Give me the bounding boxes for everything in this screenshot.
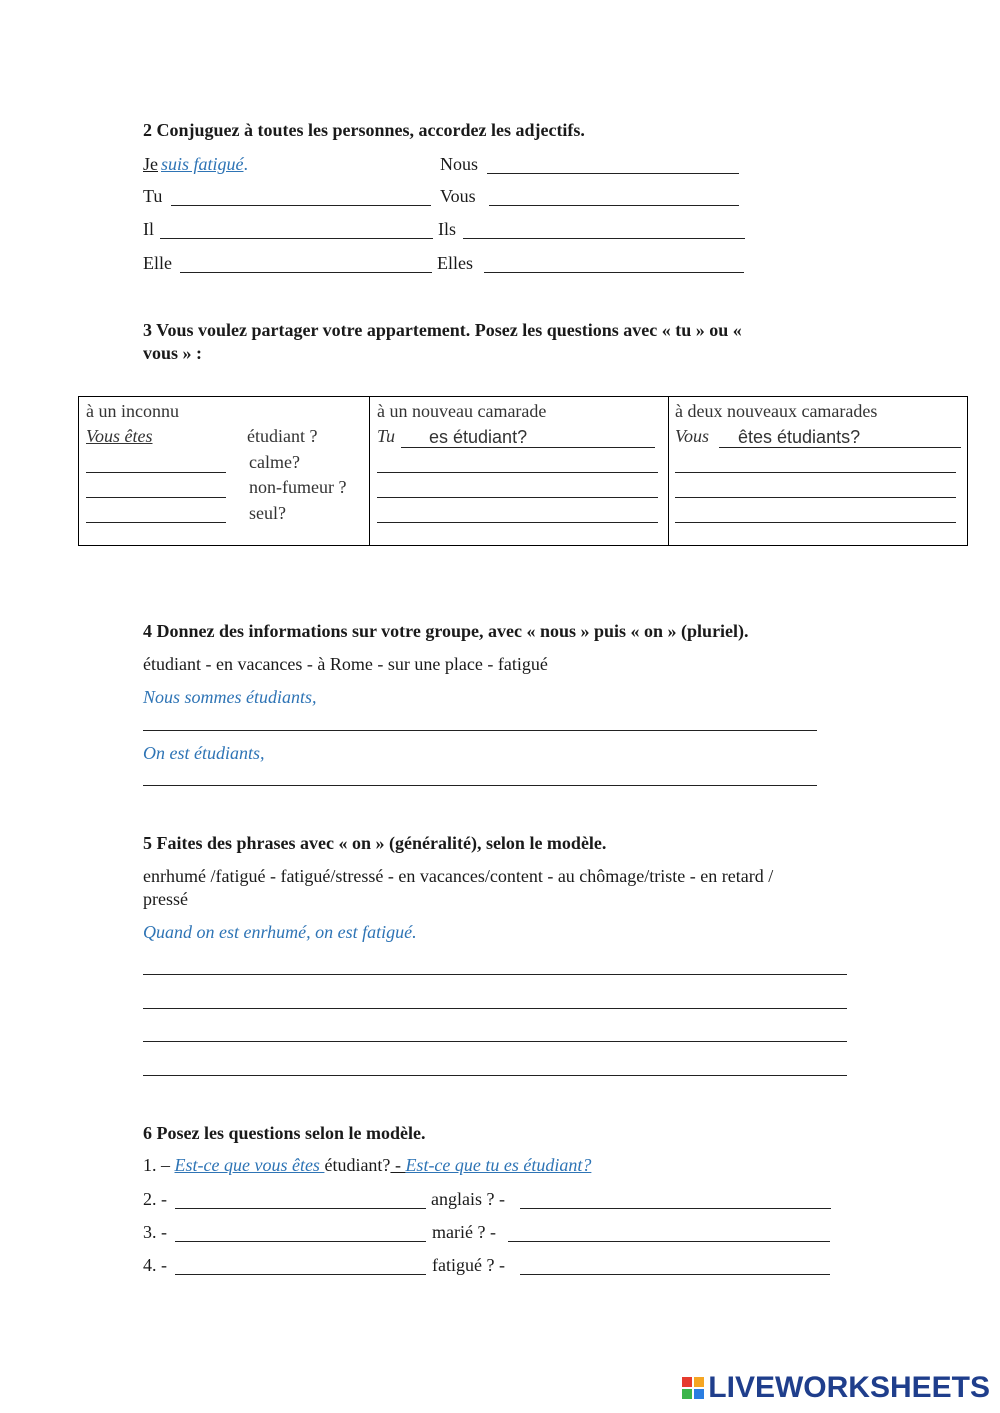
col3-blank-2[interactable] — [675, 497, 956, 498]
col3-blank-3[interactable] — [675, 522, 956, 523]
col2-blank-2[interactable] — [377, 497, 658, 498]
exercise-4-words: étudiant - en vacances - à Rome - sur une place - fatigué — [143, 654, 548, 674]
col1-word-3: non-fumeur ? — [249, 477, 347, 497]
answer-blank-tu[interactable] — [171, 205, 431, 206]
logo-square-red — [682, 1377, 692, 1387]
ex6-row-1-word: étudiant? — [324, 1155, 391, 1175]
pronoun-vous: Vous — [440, 186, 476, 206]
liveworksheets-logo — [682, 1371, 990, 1405]
exercise-5-words-line2: pressé — [143, 889, 188, 909]
ex6-row-3-num: 3. - — [143, 1222, 167, 1242]
col3-pronoun: Vous — [675, 426, 710, 446]
col1-word-2: calme? — [249, 452, 300, 472]
exercise-5-title: 5 Faites des phrases avec « on » (généralité), selon le modèle. — [143, 833, 607, 853]
answer-je[interactable]: suis fatigué — [161, 154, 244, 174]
ex6-row-2-blank-2[interactable] — [520, 1208, 831, 1209]
exercise-5-blank-4[interactable] — [143, 1075, 847, 1076]
ex6-row-4-blank-1[interactable] — [175, 1274, 426, 1275]
answer-je-end: . — [243, 154, 249, 174]
answer-blank-ils[interactable] — [463, 238, 745, 239]
col2-header: à un nouveau camarade — [377, 401, 547, 421]
col2-pronoun: Tu — [377, 426, 396, 446]
pronoun-je: Je — [143, 154, 158, 174]
col1-example: Vous êtes — [86, 426, 153, 446]
exercise-4-title: 4 Donnez des informations sur votre groupe, avec « nous » puis « on » (pluriel). — [143, 621, 749, 641]
ex6-row-2-blank-1[interactable] — [175, 1208, 426, 1209]
ex6-row-1-dash: - — [390, 1155, 406, 1175]
logo-square-orange — [694, 1377, 704, 1387]
exercise-3-title-line2: vous » : — [143, 343, 203, 363]
ex6-row-4-word: fatigué ? - — [432, 1255, 505, 1275]
exercise-5-blank-3[interactable] — [143, 1041, 847, 1042]
logo-text: LIVEWORKSHEETS — [708, 1371, 990, 1404]
col2-blank-0 — [401, 447, 655, 448]
ex6-row-4-blank-2[interactable] — [520, 1274, 830, 1275]
col1-blank-3[interactable] — [86, 522, 226, 523]
logo-square-green — [682, 1389, 692, 1399]
exercise-5-words-line1: enrhumé /fatigué - fatigué/stressé - en vacances/content - au chômage/triste - en retard / — [143, 866, 774, 886]
answer-blank-elle[interactable] — [180, 272, 432, 273]
logo-square-blue — [694, 1389, 704, 1399]
pronoun-elle: Elle — [143, 253, 172, 273]
col3-blank-1[interactable] — [675, 472, 956, 473]
col2-answer[interactable]: es étudiant? — [429, 427, 528, 447]
answer-blank-nous[interactable] — [487, 173, 739, 174]
col3-blank-0 — [719, 447, 961, 448]
col1-blank-2[interactable] — [86, 497, 226, 498]
col1-header: à un inconnu — [86, 401, 179, 421]
pronoun-elles: Elles — [437, 253, 473, 273]
ex6-row-3-blank-2[interactable] — [508, 1241, 830, 1242]
ex6-row-1-num: 1. – — [143, 1155, 170, 1175]
ex6-row-1-q1: Est-ce que vous êtes — [174, 1155, 325, 1175]
pronoun-tu: Tu — [143, 186, 163, 206]
exercise-4-blank-1[interactable] — [143, 730, 817, 731]
ex6-row-1-q2: Est-ce que tu es étudiant? — [405, 1155, 592, 1175]
ex6-row-3-blank-1[interactable] — [175, 1241, 426, 1242]
col1-blank-1[interactable] — [86, 472, 226, 473]
table-divider-2 — [668, 397, 669, 545]
ex6-row-2-num: 2. - — [143, 1189, 167, 1209]
logo-icon — [682, 1377, 704, 1399]
col2-blank-3[interactable] — [377, 522, 658, 523]
exercise-4-blank-2[interactable] — [143, 785, 817, 786]
table-divider-1 — [369, 397, 370, 545]
exercise-5-blank-2[interactable] — [143, 1008, 847, 1009]
col1-word-4: seul? — [249, 503, 286, 523]
col2-blank-1[interactable] — [377, 472, 658, 473]
ex6-row-3-word: marié ? - — [432, 1222, 496, 1242]
exercise-3-title-line1: 3 Vous voulez partager votre appartement. Posez les questions avec « tu » ou « — [143, 320, 742, 340]
ex6-row-1 — [143, 1155, 591, 1176]
ex6-row-2-word: anglais ? - — [431, 1189, 505, 1209]
exercise-6-title: 6 Posez les questions selon le modèle. — [143, 1123, 426, 1143]
col3-header: à deux nouveaux camarades — [675, 401, 878, 421]
pronoun-ils: Ils — [438, 219, 456, 239]
pronoun-il: Il — [143, 219, 154, 239]
exercise-3-table — [78, 396, 968, 546]
answer-blank-elles[interactable] — [484, 272, 744, 273]
ex2-row-je — [143, 154, 248, 175]
exercise-2-title: 2 Conjuguez à toutes les personnes, accordez les adjectifs. — [143, 120, 585, 140]
exercise-5-example: Quand on est enrhumé, on est fatigué. — [143, 922, 417, 942]
ex6-row-4-num: 4. - — [143, 1255, 167, 1275]
answer-blank-vous[interactable] — [489, 205, 739, 206]
exercise-4-example-2: On est étudiants, — [143, 743, 265, 763]
exercise-5-blank-1[interactable] — [143, 974, 847, 975]
col3-answer[interactable]: êtes étudiants? — [738, 427, 861, 447]
pronoun-nous: Nous — [440, 154, 479, 174]
exercise-4-example-1: Nous sommes étudiants, — [143, 687, 317, 707]
answer-blank-il[interactable] — [160, 238, 433, 239]
col1-word-1: étudiant ? — [247, 426, 318, 446]
